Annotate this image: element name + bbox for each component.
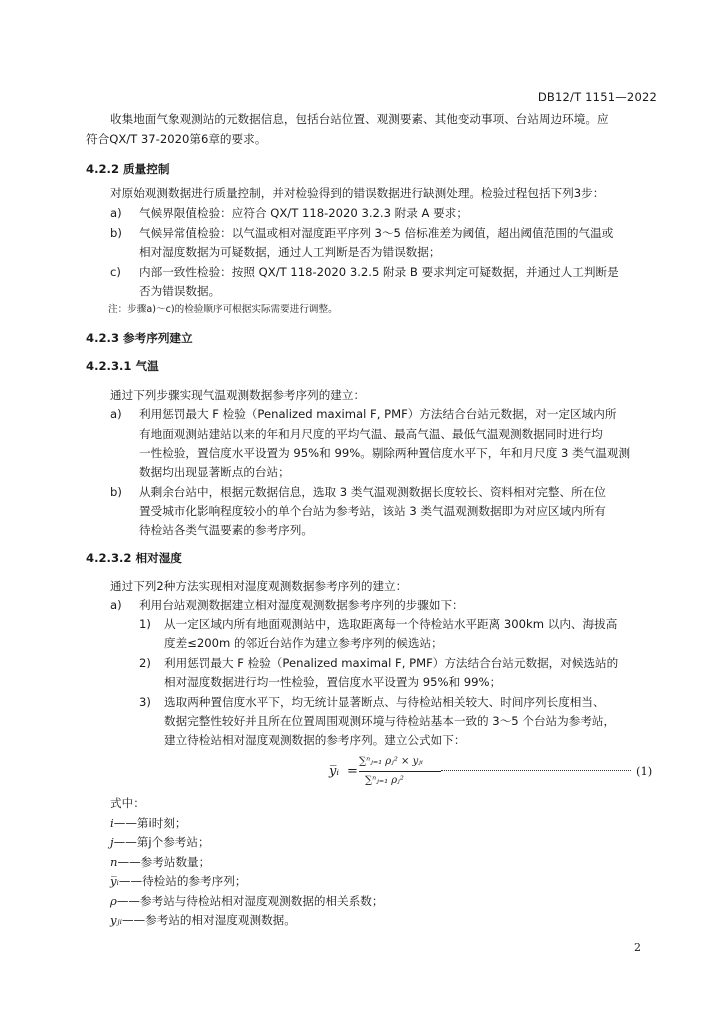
s4232-step-1-line-2: 度差≤200m 的邻近台站作为建立参考序列的候选站； (164, 636, 443, 650)
list-marker-a: a) (110, 598, 122, 612)
s422-paragraph: 对原始观测数据进行质量控制，并对检验得到的错误数据进行缺测处理。检验过程包括下列3步： (110, 186, 605, 200)
formula-equals: = (347, 764, 358, 779)
dot-leader (441, 770, 631, 771)
s4232-step-2-line-1: 利用惩罚最大 F 检验（Penalized maximal F, PMF）方法结合台站元数据，对候选站的 (164, 656, 619, 670)
s4232-step-2-line-2: 相对湿度数据进行均一性检验，置信度水平设置为 95%和 99%； (164, 675, 502, 689)
formula-numerator: ∑ⁿⱼ₌₁ ρⱼ² × yⱼᵢ (359, 756, 423, 767)
s4232-step-1-line-1: 从一定区域内所有地面观测站中，选取距离每一个待检站水平距离 300km 以内、海拔高 (164, 617, 618, 631)
list-marker-b: b) (110, 226, 122, 240)
intro-line-1: 收集地面气象观测站的元数据信息，包括台站位置、观测要素、其他变动事项、台站周边环境。应 (110, 112, 609, 126)
var-row-i (110, 818, 187, 830)
heading-4-2-3-1: 4.2.3.1 气温 (86, 359, 159, 373)
s422-note: 注：步骤a)～c)的检验顺序可根据实际需要进行调整。 (108, 304, 338, 315)
sublist-marker-1: 1) (139, 617, 151, 631)
intro-line-2: 符合QX/T 37-2020第6章的要求。 (86, 132, 267, 146)
list-marker-a: a) (110, 407, 122, 421)
heading-4-2-2: 4.2.2 质量控制 (86, 162, 170, 176)
formula-1 (329, 756, 655, 790)
vars-intro: 式中： (110, 796, 145, 810)
page-number: 2 (634, 941, 641, 954)
var-symbol: i (110, 816, 114, 830)
s4232-step-3-line-3: 建立待检站相对湿度观测数据的参考序列。建立公式如下： (164, 733, 466, 747)
var-symbol: y̅ᵢ (110, 874, 119, 888)
fraction-bar (359, 771, 441, 772)
var-symbol: yⱼᵢ (110, 913, 122, 927)
document-code: DB12/T 1151—2022 (537, 90, 657, 104)
var-symbol: ρ (110, 894, 117, 908)
list-marker-b: b) (110, 485, 122, 499)
s422-item-b-line-2: 相对湿度数据为可疑数据，通过人工判断是否为错误数据； (139, 245, 441, 259)
heading-4-2-3: 4.2.3 参考序列建立 (86, 331, 193, 345)
s4231-item-a-line-4: 数据均出现显著断点的台站； (139, 465, 290, 479)
var-row-y (110, 876, 246, 888)
var-symbol: j (110, 835, 114, 849)
s4232-paragraph: 通过下列2种方法实现相对湿度观测数据参考序列的建立： (110, 579, 408, 593)
var-row-rho (110, 896, 384, 908)
sublist-marker-3: 3) (139, 695, 151, 709)
formula-number: (1) (636, 764, 653, 778)
var-description: ——参考站与待检站相对湿度观测数据的相关系数； (116, 894, 384, 908)
var-description: ——第j个参考站； (113, 835, 210, 849)
list-marker-a: a) (110, 206, 122, 220)
formula-denominator: ∑ⁿⱼ₌₁ ρⱼ² (365, 775, 404, 786)
var-description: ——参考站数量； (117, 855, 211, 869)
s4232-step-3-line-2: 数据完整性较好并且所在位置周围观测环境与待检站基本一致的 3～5 个台站为参考站， (164, 714, 616, 728)
s422-item-c-line-1: 内部一致性检验：按照 QX/T 118-2020 3.2.5 附录 B 要求判定可疑数据，并通过人工判断是 (139, 265, 619, 279)
s4231-item-b-line-1: 从剩余台站中，根据元数据信息，选取 3 类气温观测数据长度较长、资料相对完整、所在位 (139, 485, 606, 499)
s4232-step-3-line-1: 选取两种置信度水平下，均无统计显著断点、与待检站相关较大、时间序列长度相当、 (164, 695, 605, 709)
var-row-n (110, 857, 210, 869)
var-symbol: n (110, 855, 118, 869)
s4231-item-a-line-2: 有地面观测站建站以来的年和月尺度的平均气温、最高气温、最低气温观测数据同时进行均 (139, 427, 603, 441)
s4231-item-b-line-3: 待检站各类气温要素的参考序列。 (139, 523, 313, 537)
s4231-item-a-line-1: 利用惩罚最大 F 检验（Penalized maximal F, PMF）方法结合台站元数据，对一定区域内所 (139, 407, 617, 421)
s4231-item-a-line-3: 一性检验，置信度水平设置为 95%和 99%。剔除两种置信度水平下，年和月尺度 3 类气温观测 (139, 446, 631, 460)
s4232-item-a: 利用台站观测数据建立相对湿度观测数据参考序列的步骤如下： (139, 598, 464, 612)
var-row-j (110, 837, 210, 849)
var-description: ——待检站的参考序列； (118, 874, 247, 888)
s4231-item-b-line-2: 置受城市化影响程度较小的单个台站为参考站，该站 3 类气温观测数据即为对应区域内所有 (139, 504, 606, 518)
s422-item-b-line-1: 气候异常值检验：以气温或相对湿度距平序列 3～5 倍标准差为阈值，超出阈值范围的气温或 (139, 226, 614, 240)
s422-item-c-line-2: 否为错误数据。 (139, 284, 221, 298)
heading-4-2-3-2: 4.2.3.2 相对湿度 (86, 551, 182, 565)
list-marker-c: c) (110, 265, 121, 279)
var-description: ——参考站的相对湿度观测数据。 (121, 913, 296, 927)
sublist-marker-2: 2) (139, 656, 151, 670)
var-description: ——第i时刻； (113, 816, 187, 830)
s4231-paragraph: 通过下列步骤实现气温观测数据参考序列的建立： (110, 388, 366, 402)
formula-lhs: y̅ᵢ (329, 764, 339, 779)
var-row-yji (110, 915, 296, 927)
s422-item-a: 气候界限值检验：应符合 QX/T 118-2020 3.2.3 附录 A 要求； (139, 206, 468, 220)
